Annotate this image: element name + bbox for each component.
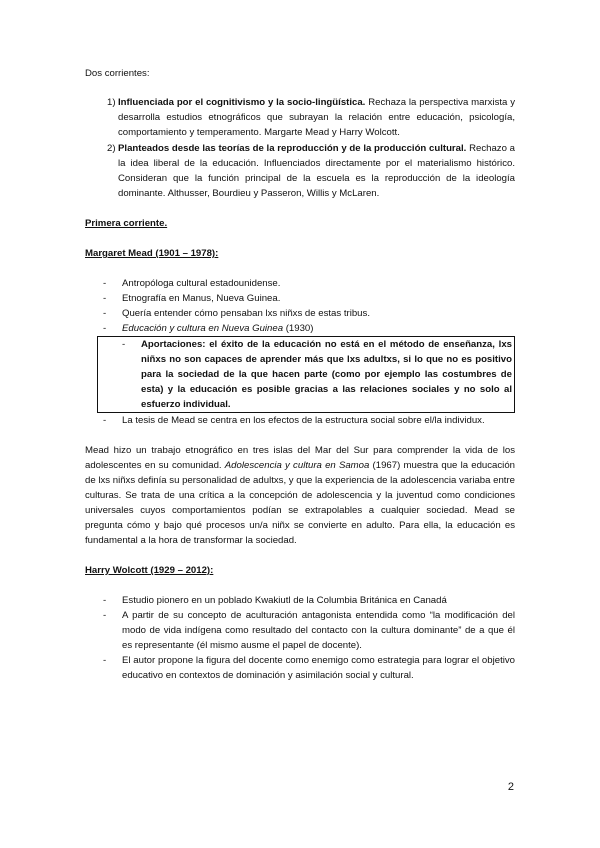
- book-title: Educación y cultura en Nueva Guinea: [122, 323, 284, 334]
- corriente-item: [85, 95, 515, 140]
- section-heading-mead: Margaret Mead (1901 – 1978):: [85, 248, 219, 259]
- section-heading-primera: Primera corriente.: [85, 218, 168, 229]
- list-item: - El autor propone la figura del docente como enemigo como estrategia para lograr el objetivo educativo en contextos de dominación y asimilación social y cultural.: [85, 653, 515, 683]
- book-title: Adolescencia y cultura en Samoa: [224, 460, 370, 471]
- page-content: [85, 66, 515, 683]
- list-item: - A partir de su concepto de aculturación antagonista entendida como “la modificación del modo de vida indígena como resultado del contacto con la cultura dominante” de a que él es representante (él mismo ausme el papel de docente).: [85, 608, 515, 653]
- corrientes-list: [85, 95, 515, 201]
- corriente-text: Rechaza la perspectiva marxista y desarrolla estudios etnográficos que subrayan la relación entre educación, psicología, comportamiento y temperamento. Margarte Mead y Harry Wolcott.: [118, 97, 516, 138]
- list-item: - Educación y cultura en Nueva Guinea (1930): [85, 321, 515, 336]
- page-number: 2: [507, 781, 514, 793]
- dash-bullet: -: [103, 595, 107, 606]
- intro-line: Dos corrientes:: [85, 68, 150, 79]
- wolcott-list: [85, 593, 515, 683]
- list-number: 1): [107, 97, 116, 108]
- section-heading-wolcott: Harry Wolcott (1929 – 2012):: [85, 565, 214, 576]
- list-item: - Estudio pionero en un poblado Kwakiutl de la Columbia Británica en Canadá: [85, 593, 515, 608]
- list-item: - Antropóloga cultural estadounidense.: [85, 276, 515, 291]
- list-item: - La tesis de Mead se centra en los efectos de la estructura social sobre el/la individux.: [85, 413, 515, 428]
- corriente-text: Rechazo a la idea liberal de la educación. Influenciados directamente por el materialismo histórico. Consideran que la función principal de la escuela es la reproducción de la ideología dominante. Althusser, Bourdieu y Passeron, Willis y McLaren.: [118, 143, 516, 199]
- dash-bullet: -: [103, 323, 107, 334]
- dash-bullet: -: [103, 293, 107, 304]
- corriente-item: [85, 141, 515, 201]
- mead-list: [85, 276, 515, 428]
- aportaciones-box: [97, 336, 515, 413]
- corriente-title: Planteados desde las teorías de la reproducción y de la producción cultural.: [118, 143, 467, 154]
- dash-bullet: -: [122, 339, 126, 350]
- mead-paragraph: Mead hizo un trabajo etnográfico en tres islas del Mar del Sur para comprender la vida de los adolescentes en su comunidad. Adolescencia y cultura en Samoa (1967) muestra que la educación de lxs niñxs definía su personalidad de adultxs, y que la experiencia de la adolescencia variaba entre culturas. Se trata de una crítica a la concepción de adolescencia y la juventud como condiciones universales cuyos comportamientos podían se extrapolables a cualquier sociedad. Mead se pregunta cómo y bajo qué procesos un/a niñx se convierte en adulto. Para ella, la educación es fundamental a la hora de transformar la sociedad.: [85, 445, 515, 546]
- corriente-title: Influenciada por el cognitivismo y la socio-lingüística.: [118, 97, 366, 108]
- dash-bullet: -: [103, 278, 107, 289]
- list-item: - Quería entender cómo pensaban lxs niñxs de estas tribus.: [85, 306, 515, 321]
- dash-bullet: -: [103, 655, 107, 666]
- list-number: 2): [107, 143, 116, 154]
- list-item: - Etnografía en Manus, Nueva Guinea.: [85, 291, 515, 306]
- dash-bullet: -: [103, 610, 107, 621]
- dash-bullet: -: [103, 308, 107, 319]
- dash-bullet: -: [103, 415, 107, 426]
- aportaciones-text: Aportaciones: el éxito de la educación no está en el método de enseñanza, lxs niñxs no son capaces de aprender más que lxs adultxs, si lo que no es positivo para la sociedad de la que hacen parte (como por ejemplo las costumbres de esta) y la educación es posible gracias a las relaciones sociales y no solo al esfuerzo individual.: [141, 339, 512, 410]
